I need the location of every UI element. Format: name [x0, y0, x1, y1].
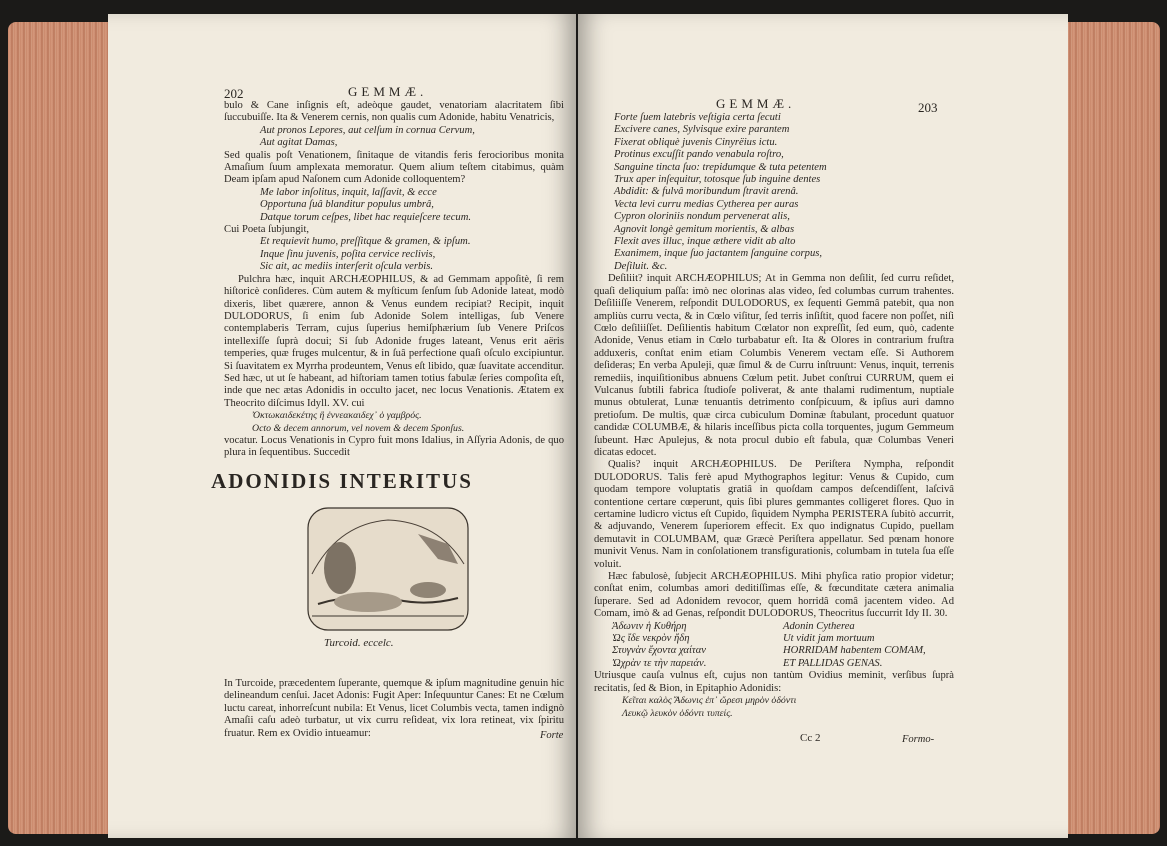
verse-block	[260, 187, 564, 224]
page-number: 202	[224, 86, 244, 101]
verse-line: Aut agitat Damas,	[260, 137, 338, 149]
latin-verse-line: ET PALLIDAS GENAS.	[783, 657, 883, 669]
latin-column	[783, 621, 954, 671]
verse-line: Protinus excuſſit pando venabula roſtro,	[614, 149, 784, 161]
right-page	[578, 14, 1068, 838]
tree-shape	[324, 542, 356, 594]
gem-engraving	[298, 504, 478, 652]
verse-line: Cypron oloriniis nondum pervenerat alis,	[614, 211, 790, 223]
paragraph: bulo & Cane inſignis eſt, adeòque gaudet, venatoriam alacritatem ſibi ſuccubuiſſe. Ita & Venerem cernis, non qualis cum Adonide, habitu Venatricis,	[224, 100, 564, 124]
verse-line: Vecta levi curru medias Cytherea per auras	[614, 198, 799, 210]
catchword: Forte	[540, 730, 564, 741]
page-number: 203	[918, 100, 938, 115]
left-page	[108, 14, 576, 838]
verse-line: Excivere canes, Sylvisque exire parantem	[614, 124, 790, 136]
verse-line: Abdidit: & fulvâ moribundum ſtravit arenâ.	[614, 186, 799, 198]
verse-line: Fixerat obliquè juvenis Cinyrëius ictu.	[614, 136, 778, 148]
latin-verse-line: HORRIDAM habentem COMAM,	[783, 645, 926, 657]
greek-verse-line: Στυγνὰν ἔχοντα χαίταν	[612, 645, 706, 657]
reclining-figure	[334, 592, 402, 612]
verse-block	[260, 236, 564, 273]
verse-line: Aut pronos Lepores, aut celſum in cornua Cervum,	[260, 124, 475, 136]
left-text-upper	[224, 100, 564, 460]
latin-translation-line: Octo & decem annorum, vel novem & decem Sponſus.	[252, 422, 465, 434]
left-text-lower	[224, 678, 564, 740]
running-head: GEMMÆ.	[348, 84, 428, 99]
right-page-edges	[1066, 22, 1160, 834]
greek-line: Κεῖται καλὸς Ἄδωνις ἐπ᾽ ὤρεσι μηρὸν ὀδόντι	[622, 695, 797, 707]
latin-verse-line: Adonin Cytherea	[783, 620, 855, 632]
open-book	[8, 12, 1160, 838]
boar-shape	[410, 582, 446, 598]
greek-verse-line: Ὡς ἴδε νεκρὸν ἤδη	[612, 633, 690, 645]
verse-block	[614, 112, 954, 273]
verse-line: Sanguine tincta ſuo: trepidumque & tuta petentem	[614, 161, 827, 173]
section-heading: ADONIDIS INTERITUS	[211, 469, 473, 493]
greek-verse-line: Ἀδωνιν ἡ Κυθήρη	[612, 620, 687, 632]
greek-column	[612, 621, 783, 671]
paragraph: Utriusque cauſa vulnus eſt, cujus non tantùm Ovidius meminit, verſibus ſuprà recitatis, ſed & Bion, in Epitaphio Adonidis:	[594, 670, 954, 694]
verse-line: Me labor inſolitus, inquit, laſſavit, & ecce	[260, 186, 437, 198]
signature-mark: Cc 2	[800, 732, 821, 744]
verse-line: Exanimem, inque ſuo jactantem ſanguine corpus,	[614, 248, 823, 260]
verse-line: Sic ait, ac mediis interſerit oſcula verbis.	[260, 261, 434, 273]
verse-line: Flexit aves illuc, inque æthere vidit ab alto	[614, 236, 796, 248]
verse-line: Et requievit humo, preſſitque & gramen, & ipſum.	[260, 236, 471, 248]
paragraph: Sed qualis poſt Venationem, ſinitaque de vitandis feris ferocioribus monita Amaſium ſuum amplexata memoratur. Quem alium teſtem citabimus, quàm Deam ipſam apud Naſonem cum Adonide colloquentem?	[224, 149, 564, 186]
right-text	[594, 112, 954, 720]
verse-block	[260, 125, 564, 150]
paragraph: Cui Poeta ſubjungit,	[224, 224, 310, 236]
paragraph: Hæc fabulosè, ſubjecit ARCHÆOPHILUS. Mihi phyſica ratio propior videtur; conſtat enim, columbas amori deditiſſimas eſſe, & fœcunditate cætera animalia ſuperare. Sed ad Adonidem revocor, quem horridâ comâ jacentem video. Ad Comam, imò & ad Genas, reſpondit DULODORUS, Theocritus ſuccurrit Idy II. 30.	[594, 571, 954, 620]
verse-line: Datque torum ceſpes, libet hac requieſcere tecum.	[260, 211, 472, 223]
verse-line: Opportuna ſuâ blanditur populus umbrâ,	[260, 199, 434, 211]
greek-verse-line: Ὠχρὰν τε τὴν παρειάν.	[612, 657, 707, 669]
verse-line: Inque ſinu juvenis, poſita cervice reclivis,	[260, 248, 436, 260]
running-head: GEMMÆ.	[716, 96, 796, 111]
verse-line: Trux aper inſequitur, totosque ſub inguine dentes	[614, 174, 821, 186]
verse-line: Deſiluit. &c.	[614, 260, 668, 272]
paragraph: Qualis? inquit ARCHÆOPHILUS. De Periſtera Nympha, reſpondit DULODORUS. Talis ferè apud Mythographos legitur: Venus & Cupido, cum quodam tempore voluptatis gratiâ in quoſdam campos deſcendiſſent, laſcivâ contentione certare cœperunt, quis ſibi plures gemmantes colligeret flores. Quo in certamine ludicro victus eſt Cupido, ſiquidem Nympha PERISTERA ſubitò accurrit, & adjuvando, Venerem ſuperiorem effecit. Ex quo indignatus Cupido, puellam demutavit in COLUMBAM, quæ Græcè Periſtera appellatur. Sed pœnam honore munivit Venus. Nam in conſolationem transfigurationis, columbam in tutela ſua eſſe voluit.	[594, 459, 954, 570]
latin-verse-line: Ut vidit jam mortuum	[783, 633, 875, 645]
greek-line: Ὀκτωκαιδεκέτης ἢ ἐννεακαιδεχ᾽ ὁ γαμβρός.	[252, 410, 422, 422]
parallel-verse	[612, 621, 954, 671]
paragraph: In Turcoide, præcedentem ſuperante, quemque & ipſum magnitudine genuin hic delineandum cenſui. Jacet Adonis: Fugit Aper: Inſequuntur Canes: Et ne Cœlum luctu careat, inhorreſcunt nubila: Et Venus, licet Columbis vecta, tamen indignò Amaſii caſu adeò turbatur, ut vix curru reſideat, vix lora retineat, vix ſpiritu fruatur. Rem ex Ovidio intueamur:	[224, 678, 564, 739]
greek-line: Λευκῷ λευκὸν ὀδόντι τυπείς.	[622, 707, 733, 719]
catchword: Formo-	[902, 734, 935, 745]
paragraph: vocatur. Locus Venationis in Cypro fuit mons Idalius, in Aſſyria Adonis, de quo plura in ſequentibus. Succedit	[224, 434, 564, 459]
left-page-edges	[8, 22, 112, 834]
paragraph: Deſiliit? inquit ARCHÆOPHILUS; At in Gemma non deſilit, ſed curru reſidet, quaſi deliquium paſſa: imò nec olorinas alas video, ſed columbas currum trahentes. Deſiliiſſe Venerem, reſpondit DULODORUS, ex ſequenti Gemmâ patebit, qua non ampliùs curru vecta, & in Cœlo viſitur, ſed terris inſiſtit, quod facere non poſſet, niſi Cœlo deſiliiſſet. Deſilientis habitum Cœlator non expreſſit, ſed eum, quò, cadente Adonide, Venus etiam in Cœlo turbabatur eſt. Ita & Olores in contrarium fruſtra adduxeris, conſtat enim etiam Columbis Venerem vectam eſſe. Si Authorem deſideras; En verba Apuleji, quæ ſimul & de Curru inſtruunt: Venus, inquit, terrenis remediis, inquiſitionibus abnuens Cœlum petit. Jubet conſtrui CURRUM, quem ei Vulcanus ſubtili fabrica ſtudioſe poliverat, & ante thalami rudimentum, nuptiale munus obtulerat, Lunæ tenuantis detrimento conſpicuum, & ipſius auri damno pretioſum. De multis, quæ circa cubiculum Dominæ ſtabulant, procedunt quatuor candidæ COLUMBÆ, & hilaris inceſſibus picta colla torquentes, jugum Gemmeum ſubeunt. Hæc Apulejus, & nota procul dubio eſt fabula, quæ Columbas Veneri dicatas edocet.	[594, 273, 954, 458]
verse-line: Agnovit longè gemitum morientis, & albas	[614, 223, 795, 235]
gem-caption: Turcoid. eccelc.	[324, 637, 394, 649]
paragraph: Pulchra hæc, inquit ARCHÆOPHILUS, & ad Gemmam appoſitè, ſi rem hiſtoricè conſideres. Cùm autem & myſticum ſenſum ſub Adonide lateat, modò dixeris, libet quærere, annon & Venus eundem recipiat? Recipit, inquit DULODORUS, ſi enim ſub Adonide Solem intelligas, ſub Venere contemplaberis Terram, cujus ſuperius hemiſphærium ſub Venere Priſcos intellexiſſe ſuprà docui; Si ſub Adonide fruges lateant, Venus erit aëris temperies, quæ fruges mulcentur, & in ſuâ perfectione quaſi oſculo excipiuntur. Si ſuavitatem ex Myrrha prodeuntem, Venus eſt libido, quæ ſuavitate accenditur. Sed hæc, ut ut ſe habeant, ad hiſtoriam tamen totius fabulæ ſeries compoſita eſt, inde que nec ætas Adonidis in occulto jacet, nec locus Venationis. Ætatem ex Theocrito diſcimus Idyll. XV. cui	[224, 273, 564, 409]
verse-line: Forte ſuem latebris veſtigia certa ſecuti	[614, 112, 781, 123]
